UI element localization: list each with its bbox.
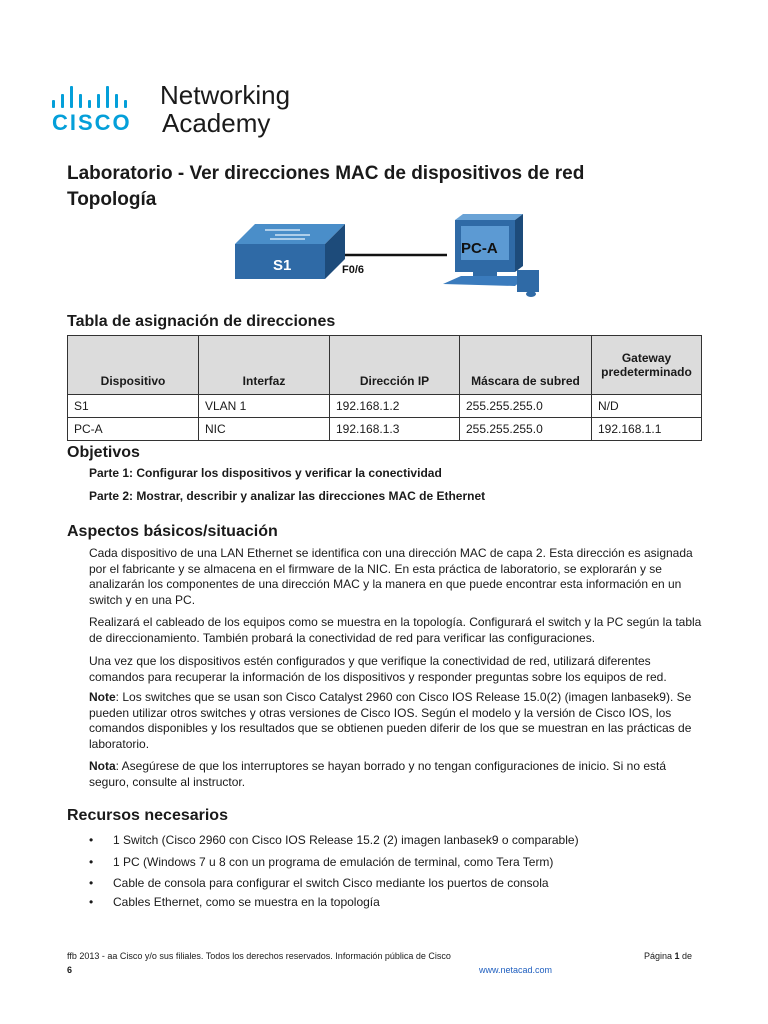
list-item-text: 1 PC (Windows 7 u 8 con un programa de emulación de terminal, como Tera Term): [113, 855, 554, 869]
list-item-text: Cables Ethernet, como se muestra en la topología: [113, 895, 380, 909]
footer-page-indicator: [644, 951, 692, 961]
addressing-table-heading: Tabla de asignación de direcciones: [67, 313, 336, 330]
note-label: Note: [89, 690, 116, 704]
page-number: 1: [674, 951, 680, 961]
port-label: F0/6: [342, 264, 365, 276]
resources-heading: Recursos necesarios: [67, 807, 228, 824]
list-item: [89, 895, 380, 909]
cell-device: S1: [68, 395, 199, 418]
note-paragraph: [89, 759, 704, 790]
page-prefix: Página: [644, 951, 675, 961]
document-title: Laboratorio - Ver direcciones MAC de dispositivos de red: [67, 163, 585, 184]
logo-networking-text: Networking: [160, 80, 291, 110]
objective-part-2: Parte 2: Mostrar, describir y analizar las direcciones MAC de Ethernet: [89, 489, 486, 503]
cell-ip: 192.168.1.2: [330, 395, 460, 418]
cell-subnet: 255.255.255.0: [460, 418, 592, 441]
col-header-subnet: Máscara de subred: [460, 336, 592, 395]
note-label: Nota: [89, 759, 116, 773]
cisco-wordmark: CISCO: [52, 110, 132, 135]
cell-gateway: 192.168.1.1: [592, 418, 702, 441]
cisco-bars-icon: [52, 86, 152, 108]
list-item-text: 1 Switch (Cisco 2960 con Cisco IOS Release 15.2 (2) imagen lanbasek9 o comparable): [113, 833, 579, 847]
col-header-gateway: Gateway predeterminado: [592, 336, 702, 395]
addressing-table: [67, 335, 702, 441]
netacad-link[interactable]: www.netacad.com: [479, 965, 553, 975]
cell-subnet: 255.255.255.0: [460, 395, 592, 418]
note-paragraph: [89, 690, 704, 752]
list-item: [89, 833, 579, 847]
objectives-heading: Objetivos: [67, 444, 140, 461]
note-text: : Asegúrese de que los interruptores se hayan borrado y no tengan configuraciones de inicio. Si no está seguro, consulte al instructor.: [89, 759, 667, 789]
logo-academy-text: Academy: [162, 108, 271, 138]
note-text: : Los switches que se usan son Cisco Catalyst 2960 con Cisco IOS Release 15.0(2) (imagen lanbasek9). Se pueden utilizar otros switches y otras versiones de Cisco IOS. Según el modelo y la versión de Cisco IOS, los comandos disponibles y los resultados que se obtienen pueden diferir de los que se muestran en las prácticas de laboratorio.: [89, 690, 692, 751]
objective-part-1: Parte 1: Configurar los dispositivos y verificar la conectividad: [89, 466, 442, 480]
footer-total-pages: 6: [67, 965, 73, 975]
col-header-ip: Dirección IP: [330, 336, 460, 395]
bullet-icon: •: [89, 833, 94, 847]
background-paragraph: Cada dispositivo de una LAN Ethernet se identifica con una dirección MAC de capa 2. Esta dirección es asignada por el fabricante y se almacena en el firmware de la NIC. En esta práctica de laboratorio, se explorarán y se analizarán los componentes de una dirección MAC y la manera en que puede encontrar esta información en un switch y en una PC.: [89, 546, 693, 607]
background-heading: Aspectos básicos/situación: [67, 523, 278, 540]
page-suffix: de: [679, 951, 693, 961]
col-header-interface: Interfaz: [199, 336, 330, 395]
cell-interface: VLAN 1: [199, 395, 330, 418]
switch-label: S1: [273, 257, 292, 274]
cell-interface: NIC: [199, 418, 330, 441]
footer-copyright: ffb 2013 - aa Cisco y/o sus filiales. Todos los derechos reservados. Información pública de Cisco: [67, 951, 451, 961]
background-paragraph: Realizará el cableado de los equipos como se muestra en la topología. Configurará el switch y la PC según la tabla de direccionamiento. También probará la conectividad de red para verificar las configuraciones.: [89, 615, 702, 645]
topology-heading: Topología: [67, 189, 157, 210]
table-header-row: [68, 336, 702, 395]
list-item: [89, 855, 553, 869]
bullet-icon: •: [89, 895, 94, 909]
cell-gateway: N/D: [592, 395, 702, 418]
col-header-device: Dispositivo: [68, 336, 199, 395]
list-item-text: Cable de consola para configurar el switch Cisco mediante los puertos de consola: [113, 876, 549, 890]
cisco-networking-academy-logo: [52, 80, 312, 142]
table-row: [68, 395, 702, 418]
pc-label: PC-A: [461, 240, 498, 257]
bullet-icon: •: [89, 855, 94, 869]
list-item: [89, 876, 549, 890]
cell-device: PC-A: [68, 418, 199, 441]
table-row: [68, 418, 702, 441]
background-paragraph: Una vez que los dispositivos estén configurados y que verifique la conectividad de red, utilizará diferentes comandos para recuperar la información de los dispositivos y responder preguntas sobre los equipos de red.: [89, 654, 667, 684]
topology-diagram: [225, 212, 555, 302]
bullet-icon: •: [89, 876, 94, 890]
cell-ip: 192.168.1.3: [330, 418, 460, 441]
